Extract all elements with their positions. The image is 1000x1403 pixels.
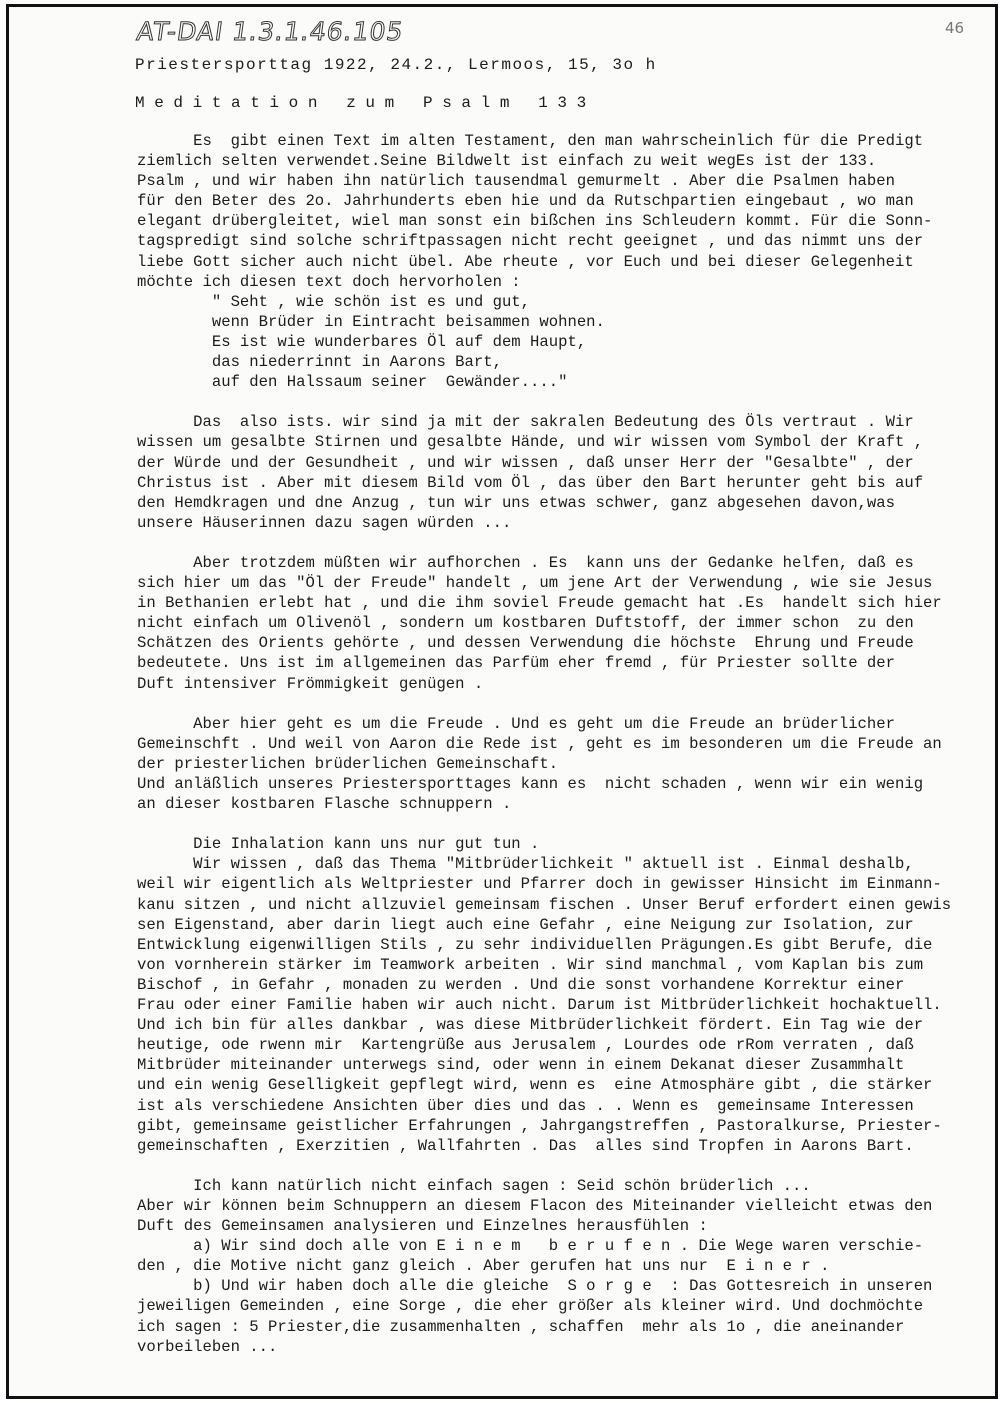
text-line: jeweiligen Gemeinden , eine Sorge , die eher größer als kleiner wird. Und dochmöchte	[137, 1297, 924, 1316]
text-line: Wir wissen , daß das Thema "Mitbrüderlichkeit " aktuell ist . Einmal deshalb,	[137, 855, 914, 874]
text-line: Ich kann natürlich nicht einfach sagen : Seid schön brüderlich ...	[137, 1176, 811, 1195]
document-page	[6, 4, 998, 1399]
text-line: Es gibt einen Text im alten Testament, den man wahrscheinlich für die Predigt	[137, 132, 924, 150]
text-line: Schätzen des Orients gehörte , und dessen Verwendung die höchste Ehrung und Freude	[137, 634, 914, 653]
text-line: " Seht , wie schön ist es und gut,	[137, 292, 531, 311]
text-line: gemeinschaften , Exerzitien , Wallfahrten . Das alles sind Tropfen in Aarons Bart.	[137, 1136, 914, 1155]
text-line: Gemeinschft . Und weil von Aaron die Rede ist , geht es im besonderen um die Freude an	[137, 734, 942, 753]
blank-line	[137, 392, 951, 412]
text-line: Und ich bin für alles dankbar , was diese Mitbrüderlichkeit fördert. Ein Tag wie der	[137, 1016, 924, 1035]
text-line: das niederrinnt in Aarons Bart,	[137, 353, 502, 372]
text-line: wenn Brüder in Eintracht beisammen wohnen.	[137, 312, 605, 331]
text-line: sich hier um das "Öl der Freude" handelt , um jene Art der Verwendung , wie sie Jesus	[137, 574, 933, 593]
text-line: Psalm , und wir haben ihn natürlich tausendmal gemurmelt . Aber die Psalmen haben	[137, 172, 895, 191]
text-line: Es ist wie wunderbares Öl auf dem Haupt,	[137, 332, 587, 351]
blank-line	[137, 533, 951, 553]
text-line: Aber trotzdem müßten wir aufhorchen . Es kann uns der Gedanke helfen, daß es	[137, 553, 914, 572]
text-line: ich sagen : 5 Priester,die zusammenhalten , schaffen mehr als 1o , die aneinander	[137, 1317, 905, 1336]
text-line: in Bethanien erlebt hat , und die ihm soviel Freude gemacht hat .Es handelt sich hier	[137, 594, 942, 613]
text-line: weil wir eigentlich als Weltpriester und Pfarrer doch in gewisser Hinsicht im Einmann-	[137, 875, 942, 894]
text-line: den Hemdkragen und dne Anzug , tun wir uns etwas schwer, ganz abgesehen davon,was	[137, 493, 895, 512]
text-line: kanu sitzen , und nicht allzuviel gemeinsam fischen . Unser Beruf erfordert einen gewis	[137, 895, 952, 914]
archive-reference-handwritten: AT-DAI 1.3.1.46.105	[134, 17, 406, 46]
text-line: an dieser kostbaren Flasche schnuppern .	[137, 795, 512, 814]
text-line: ziemlich selten verwendet.Seine Bildwelt ist einfach zu weit wegEs ist der 133.	[137, 152, 877, 171]
text-line: möchte ich diesen text doch hervorholen :	[137, 272, 521, 291]
text-line: unsere Häuserinnen dazu sagen würden ...	[137, 513, 512, 532]
text-line: elegant drübergleitet, wiel man sonst ein bißchen ins Schleudern kommt. Für die Sonn-	[137, 212, 933, 231]
text-line: wissen um gesalbte Stirnen und gesalbte Hände, und wir wissen vom Symbol der Kraft ,	[137, 433, 924, 452]
text-line: Aber wir können beim Schnuppern an diesem Flacon des Miteinander vielleicht etwas den	[137, 1196, 933, 1215]
text-line: Und anläßlich unseres Priestersporttages kann es nicht schaden , wenn wir ein wenig	[137, 775, 924, 793]
text-line: und ein wenig Geselligkeit gepflegt wird, wenn es eine Atmosphäre gibt , die stärker	[137, 1076, 933, 1095]
typed-body-text	[137, 131, 951, 1357]
text-line: nicht einfach um Olivenöl , sondern um kostbaren Duftstoff, der immer schon zu den	[137, 614, 914, 633]
text-line: vorbeileben ...	[137, 1337, 278, 1356]
blank-line	[137, 1156, 951, 1176]
text-line: b) Und wir haben doch alle die gleiche S o r g e : Das Gottesreich in unseren	[137, 1277, 933, 1296]
text-line: auf den Halssaum seiner Gewänder...."	[137, 373, 568, 392]
text-line: Aber hier geht es um die Freude . Und es geht um die Freude an brüderlicher	[137, 714, 895, 733]
text-line: Frau oder einer Familie haben wir auch nicht. Darum ist Mitbrüderlichkeit hochaktuell.	[137, 996, 942, 1015]
text-line: ist als verschiedene Ansichten über dies und das . . Wenn es gemeinsame Interessen	[137, 1096, 914, 1115]
text-line: sen Eigenstand, aber darin liegt auch eine Gefahr , eine Neigung zur Isolation, zur	[137, 915, 914, 934]
text-line: Die Inhalation kann uns nur gut tun .	[137, 835, 540, 854]
text-line: von vornherein stärker im Teamwork arbeiten . Wir sind manchmal , vom Kaplan bis zum	[137, 955, 924, 974]
text-line: Duft des Gemeinsamen analysieren und Einzelnes herausfühlen :	[137, 1217, 708, 1236]
text-line: für den Beter des 2o. Jahrhunderts eben hie und da Rutschpartien eingebaut , wo man	[137, 192, 914, 211]
text-line: Duft intensiver Frömmigkeit genügen .	[137, 674, 484, 693]
document-header-line: Priestersporttag 1922, 24.2., Lermoos, 15, 3o h	[135, 56, 657, 74]
text-line: Christus ist . Aber mit diesem Bild vom Öl , das über den Bart herunter geht bis auf	[137, 473, 924, 492]
text-line: bedeutete. Uns ist im allgemeinen das Parfüm eher fremd , für Priester sollte der	[137, 654, 895, 673]
text-line: liebe Gott sicher auch nicht übel. Abe rheute , vor Euch und bei dieser Gelegenheit	[137, 252, 914, 271]
page-number-handwritten: 46	[945, 19, 965, 37]
text-line: Mitbrüder miteinander unterwegs sind, oder wenn in einem Dekanat dieser Zusammhalt	[137, 1056, 905, 1075]
text-line: a) Wir sind doch alle von E i n e m b e r u f e n . Die Wege waren verschie-	[137, 1237, 924, 1256]
text-line: Bischof , in Gefahr , monaden zu werden . Und die sonst vorhandene Korrektur einer	[137, 975, 905, 994]
text-line: Das also ists. wir sind ja mit der sakralen Bedeutung des Öls vertraut . Wir	[137, 413, 914, 432]
text-line: tagspredigt sind solche schriftpassagen nicht recht geeignet , und das nimmt uns der	[137, 232, 924, 251]
text-line: Entwicklung eigenwilligen Stils , zu sehr individuellen Prägungen.Es gibt Berufe, die	[137, 935, 933, 954]
document-title: Meditation zum Psalm 133	[135, 94, 596, 112]
text-line: der Würde und der Gesundheit , und wir wissen , daß unser Herr der "Gesalbte" , der	[137, 453, 914, 472]
blank-line	[137, 694, 951, 714]
blank-line	[137, 814, 951, 834]
text-line: gibt, gemeinsame geistlicher Erfahrungen , Jahrgangstreffen , Pastoralkurse, Priester-	[137, 1116, 942, 1135]
text-line: heutige, ode rwenn mir Kartengrüße aus Jerusalem , Lourdes ode rRom verraten , daß	[137, 1036, 914, 1055]
text-line: den , die Motive nicht ganz gleich . Aber gerufen hat uns nur E i n e r .	[137, 1257, 830, 1276]
text-line: der priesterlichen brüderlichen Gemeinschaft.	[137, 754, 559, 773]
